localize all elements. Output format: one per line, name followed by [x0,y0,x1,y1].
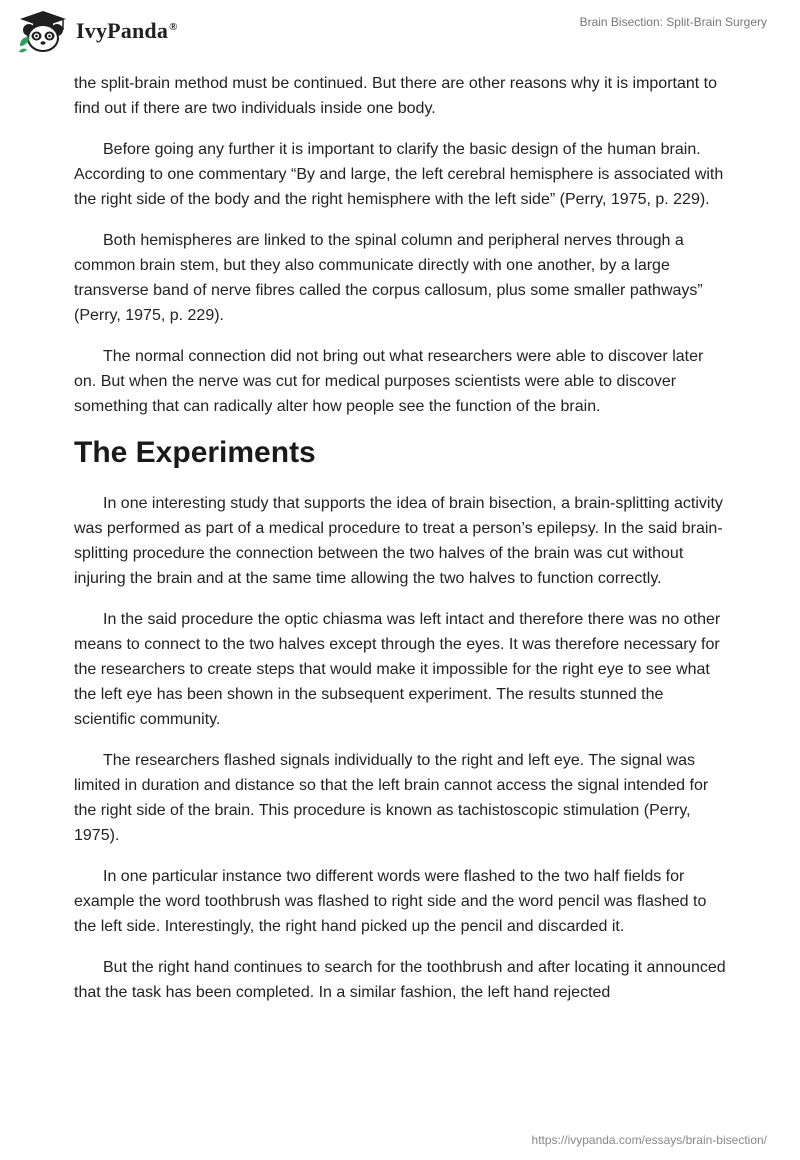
registered-mark: ® [169,20,178,33]
paragraph: In the said procedure the optic chiasma was left intact and therefore there was no other means to connect to the two halves except through the eyes. It was therefore necessary for the researchers to create steps that would make it impossible for the right eye to see what the left eye has been shown in the subsequent experiment. The results stunned the scientific community. [74,611,721,728]
paragraph: the split-brain method must be continued. But there are other reasons why it is important to find out if there are two individuals inside one body. [74,75,717,117]
paragraph: But the right hand continues to search for the toothbrush and after locating it announced that the task has been completed. In a similar fashion, the left hand rejected [74,959,726,1001]
ivypanda-logo[interactable] [16,8,178,54]
page-header [0,0,800,70]
brand-name: IvyPanda® [76,18,178,43]
paragraph: Before going any further it is important to clarify the basic design of the human brain. According to one commentary “By and large, the left cerebral hemisphere is associated with the right side of the body and the right hemisphere with the left side” (Perry, 1975, p. 229). [74,141,724,208]
source-url[interactable]: https://ivypanda.com/essays/brain-bisection/ [531,1133,767,1147]
paragraph: The normal connection did not bring out what researchers were able to discover later on. But when the nerve was cut for medical purposes scientists were able to discover something that can radically alter how people see the function of the brain. [74,348,704,415]
paragraph: In one interesting study that supports the idea of brain bisection, a brain-splitting activity was performed as part of a medical procedure to treat a person’s epilepsy. In the said brain-splitting procedure the connection between the two halves of the brain was cut without injuring the brain and at the same time allowing the two halves to function correctly. [74,495,723,587]
running-title: Brain Bisection: Split-Brain Surgery [579,15,767,29]
paragraph: In one particular instance two different words were flashed to the two half fields for example the word toothbrush was flashed to right side and the word pencil was flashed to the left side. Interestingly, the right hand picked up the pencil and discarded it. [74,868,707,935]
paragraph: The researchers flashed signals individually to the right and left eye. The signal was limited in duration and distance so that the left brain cannot access the signal intended for the right side of the brain. This procedure is known as tachistoscopic stimulation (Perry, 1975). [74,752,709,844]
essay-body [74,71,726,1021]
section-heading: The Experiments [74,436,316,469]
panda-graduate-icon [16,8,70,54]
paragraph: Both hemispheres are linked to the spinal column and peripheral nerves through a common brain stem, but they also communicate directly with one another, by a large transverse band of nerve fibres called the corpus callosum, plus some smaller pathways” (Perry, 1975, p. 229). [74,232,703,324]
